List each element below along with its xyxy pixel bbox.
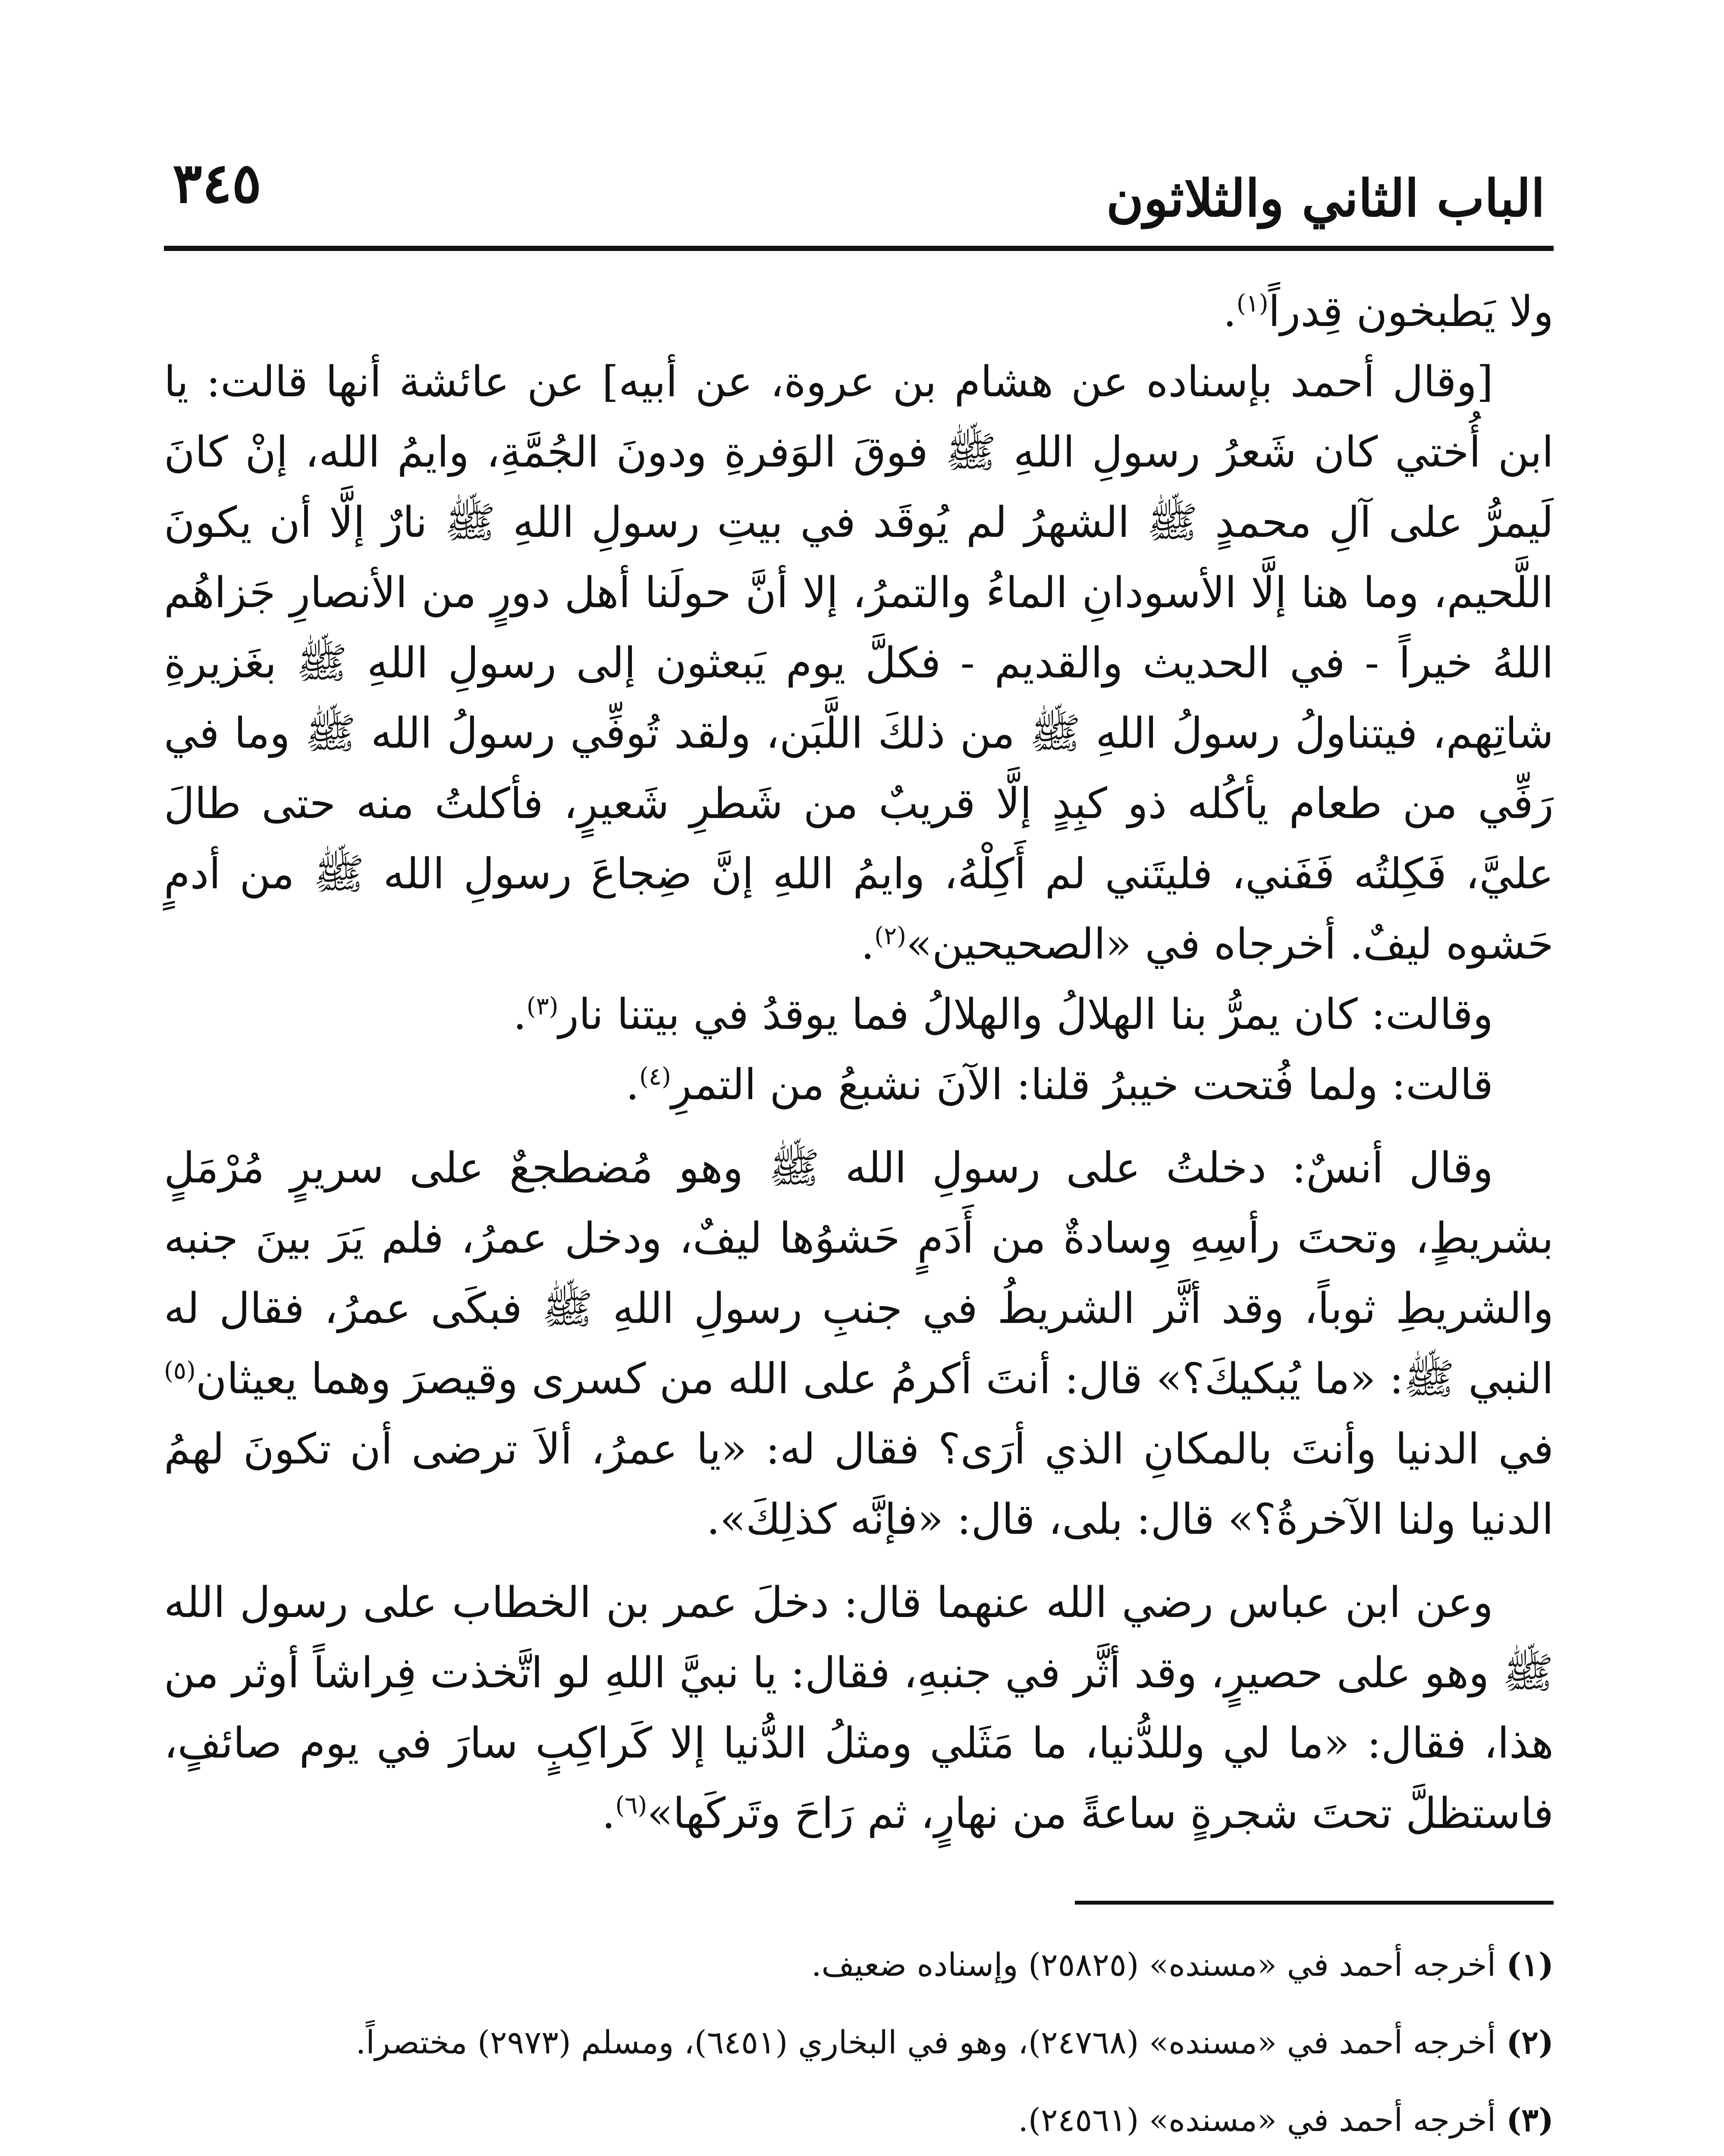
chapter-title: الباب الثاني والثلاثون <box>1106 168 1545 228</box>
footnotes <box>164 1926 1554 2156</box>
footnote-ref: (٣) <box>526 992 559 1021</box>
paragraph <box>164 1568 1554 1849</box>
footnote-ref: (٢) <box>874 922 906 950</box>
footnote-text: أخرجه أحمد في «مسنده» (٢٤٥٦١). <box>1018 2102 1496 2139</box>
book-page <box>164 142 1554 2156</box>
footnote-ref: (٤) <box>639 1062 671 1091</box>
footnote-text: أخرجه أحمد في «مسنده» (٢٤٧٦٨)، وهو في البخاري (٦٤٥١)، ومسلم (٢٩٧٣) مختصراً. <box>355 2024 1496 2061</box>
page-header <box>164 142 1554 251</box>
paragraph-text: وقالت: كان يمرُّ بنا الهلالُ والهلالُ فما يوقدُ في بيتنا نار <box>558 990 1493 1039</box>
paragraph-tail: . <box>513 990 527 1039</box>
paragraph <box>164 1050 1554 1120</box>
paragraph-tail: . <box>860 920 875 969</box>
paragraph <box>164 980 1554 1050</box>
footnote-number: (٣) <box>1506 2102 1554 2139</box>
footnote-ref: (٦) <box>615 1791 647 1820</box>
paragraph <box>164 277 1554 347</box>
paragraph-tail: . <box>625 1060 640 1109</box>
paragraph <box>164 1133 1554 1555</box>
footnote-divider <box>1075 1901 1554 1905</box>
footnote-ref: (١) <box>1236 289 1269 318</box>
paragraph-tail: في الدنيا وأنتَ بالمكانِ الذي أرَى؟ فقال له: «يا عمرُ، ألاَ ترضى أن تكونَ لهمُ الدنيا ولنا الآخرةُ؟» قال: بلى، قال: «فإنَّه كذلِكَ». <box>164 1425 1554 1544</box>
footnote-text: أخرجه أحمد في «مسنده» (٢٥٨٢٥) وإسناده ضعيف. <box>811 1946 1496 1984</box>
paragraph-text: [وقال أحمد بإسناده عن هشام بن عروة، عن أبيه] عن عائشة أنها قالت: يا ابن أُختي كان شَعرُ رسولِ اللهِ ﷺ فوقَ الوَفرةِ ودونَ الجُمَّةِ، وايمُ الله، إنْ كانَ لَيمرُّ على آلِ محمدٍ ﷺ الشهرُ لم يُوقَد في بيتِ رسولِ اللهِ ﷺ نارٌ إلَّا أن يكونَ اللَّحيم، وما هنا إلَّا الأسودانِ الماءُ والتمرُ، إلا أنَّ حولَنا أهل دورٍ من الأنصارِ جَزاهُم اللهُ خيراً - في الحديث والقديم - فكلَّ يوم يَبعثون إلى رسولِ اللهِ ﷺ بغَزيرةِ شاتِهم، فيتناولُ رسولُ اللهِ ﷺ من ذلكَ اللَّبَن، ولقد تُوفِّي رسولُ الله ﷺ وما في رَفِّي من طعام يأكُله ذو كبِدٍ إلَّا قريبٌ من شَطرِ شَعيرٍ، فأكلتُ منه حتى طالَ عليَّ، فَكِلتُه فَفَني، فليتَني لم أَكِلْهُ، وايمُ اللهِ إنَّ ضِجاعَ رسولِ الله ﷺ من أدمٍ حَشوه ليفٌ. أخرجاه في «الصحيحين» <box>164 357 1554 969</box>
main-text <box>164 277 1554 1849</box>
paragraph-text: ولا يَطبخون قِدراً <box>1268 287 1554 336</box>
footnote-number: (١) <box>1506 1946 1554 1984</box>
footnote-ref: (٥) <box>164 1357 196 1385</box>
page-number: ٣٤٥ <box>173 151 262 216</box>
paragraph <box>164 347 1554 980</box>
footnote <box>164 1926 1554 2004</box>
footnote <box>164 2004 1554 2081</box>
footnote-number: (٢) <box>1506 2024 1554 2061</box>
paragraph-text: وعن ابن عباس رضي الله عنهما قال: دخلَ عمر بن الخطاب على رسول الله ﷺ وهو على حصيرٍ، وقد أثَّر في جنبهِ، فقال: يا نبيَّ اللهِ لو اتَّخذت فِراشاً أوثر من هذا، فقال: «ما لي وللدُّنيا، ما مَثَلي ومثلُ الدُّنيا إلا كَراكِبٍ سارَ في يوم صائفٍ، فاستظلَّ تحتَ شجرةٍ ساعةً من نهارٍ، ثم رَاحَ وتَركَها» <box>164 1578 1554 1838</box>
footnote <box>164 2081 1554 2156</box>
paragraph-tail: . <box>1223 287 1237 336</box>
paragraph-tail: . <box>602 1789 615 1838</box>
paragraph-text: قالت: ولما فُتحت خيبرُ قلنا: الآنَ نشبعُ من التمرِ <box>671 1060 1493 1109</box>
paragraph-text: وقال أنسٌ: دخلتُ على رسولِ الله ﷺ وهو مُضطجعٌ على سريرٍ مُرْمَلٍ بشريطٍ، وتحتَ رأسِهِ وِسادةٌ من أَدَمٍ حَشوُها ليفٌ، ودخل عمرُ، فلم يَرَ بينَ جنبه والشريطِ ثوباً، وقد أثَّر الشريطُ في جنبِ رسولِ اللهِ ﷺ فبكَى عمرُ، فقال له النبي ﷺ: «ما يُبكيكَ؟» قال: أنتَ أكرمُ على الله من كسرى وقيصرَ وهما يعيثان <box>164 1144 1554 1404</box>
